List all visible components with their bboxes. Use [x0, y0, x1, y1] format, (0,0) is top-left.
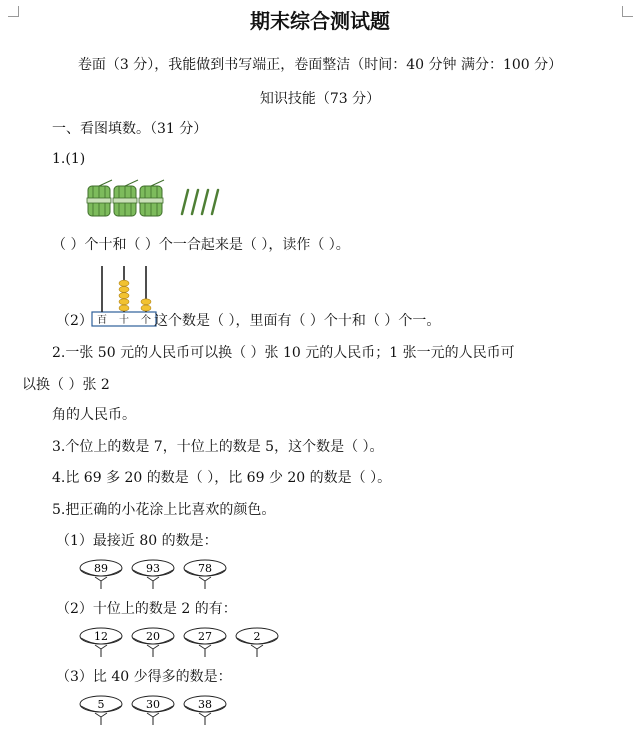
question-1-1-label: 1.(1)	[52, 151, 86, 167]
abacus-bead	[119, 293, 129, 299]
question-5-part-3-text: （3）比 40 少得多的数是：	[56, 669, 232, 685]
abacus-place-label: 十	[119, 315, 129, 326]
page-title: 期末综合测试题	[250, 9, 390, 33]
question-5-part-2-text: （2）十位上的数是 2 的有：	[56, 601, 237, 617]
question-5-part-3-flowers	[78, 694, 378, 726]
number-flower[interactable]	[130, 694, 176, 726]
question-2-line-2: 以换（ ）张 2	[22, 377, 110, 393]
question-5: 5.把正确的小花涂上比喜欢的颜色。	[52, 502, 276, 518]
number-flower[interactable]	[78, 694, 124, 726]
stick-bundle-1	[87, 180, 112, 216]
number-flower[interactable]	[78, 558, 124, 590]
question-5-part-1-text: （1）最接近 80 的数是：	[56, 533, 218, 549]
number-flower[interactable]	[130, 558, 176, 590]
abacus-place-label: 个	[141, 315, 151, 326]
flower-number: 20	[146, 630, 160, 643]
stick-bundle-2	[113, 180, 138, 216]
flower-number: 27	[198, 630, 212, 643]
flower-number: 93	[146, 562, 160, 575]
question-3: 3.个位上的数是 7，十位上的数是 5，这个数是（ ）。	[52, 439, 384, 455]
abacus-bead	[141, 299, 151, 305]
question-1-heading: 一、看图填数。（31 分）	[52, 121, 208, 137]
flower-number: 5	[97, 698, 105, 711]
section-heading: 知识技能（73 分）	[259, 91, 381, 107]
question-4: 4.比 69 多 20 的数是（ ），比 69 少 20 的数是（ ）。	[52, 470, 392, 486]
abacus-image	[90, 264, 160, 328]
number-flower[interactable]	[182, 694, 228, 726]
question-5-part-2-flowers	[78, 626, 378, 658]
number-flower[interactable]	[182, 558, 228, 590]
flower-number: 38	[198, 698, 212, 711]
abacus-bead	[119, 305, 129, 311]
question-5-part-1-flowers	[78, 558, 378, 590]
question-1-1-text: （ ）个十和（ ）个一合起来是（ ），读作（ ）。	[52, 237, 350, 253]
abacus-bead	[141, 305, 151, 311]
abacus-place-label: 百	[97, 315, 107, 326]
abacus-bead	[119, 280, 129, 286]
flower-number: 12	[94, 630, 108, 643]
flower-number: 89	[94, 562, 108, 575]
abacus-bead	[119, 286, 129, 292]
question-1-2-prefix: （2）	[56, 313, 93, 329]
flower-number: 78	[198, 562, 212, 575]
question-2-line-1: 2.一张 50 元的人民币可以换（ ）张 10 元的人民币；1 张一元的人民币可	[52, 345, 515, 361]
question-1-2-text: 这个数是（ ），里面有（ ）个十和（ ）个一。	[154, 313, 441, 329]
header-note: 卷面（3 分），我能做到书写端正，卷面整洁（时间：40 分钟 满分：100 分）	[77, 57, 563, 73]
single-sticks	[182, 190, 218, 214]
abacus-bead	[119, 299, 129, 305]
question-2-line-3: 角的人民币。	[52, 407, 136, 423]
number-flower[interactable]	[130, 626, 176, 658]
number-flower[interactable]	[78, 626, 124, 658]
number-flower[interactable]	[234, 626, 280, 658]
stick-bundles-image	[84, 176, 234, 222]
number-flower[interactable]	[182, 626, 228, 658]
flower-number: 2	[253, 630, 261, 643]
stick-bundle-3	[139, 180, 164, 216]
flower-number: 30	[146, 698, 160, 711]
